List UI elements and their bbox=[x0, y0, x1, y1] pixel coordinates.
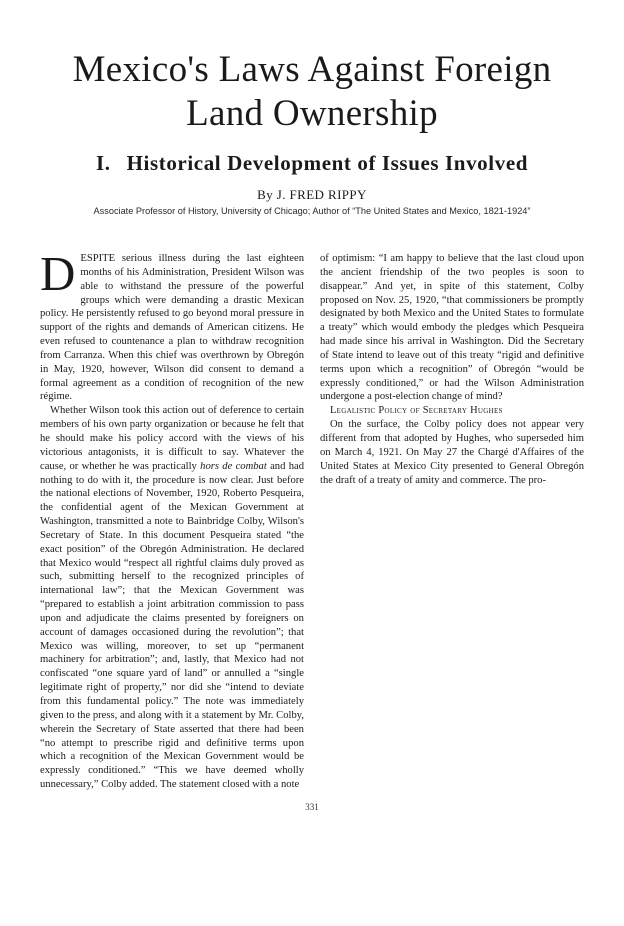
section-number: I. bbox=[95, 151, 111, 175]
paragraph-2-text-b: and had nothing to do with it, the procedure is now clear. Just before the national elections of November, 1920, Roberto Pesqueira, the confidential agent of the Mexican Government at Washington, transmitted a note to Bainbridge Colby, Wilson's Secretary of State. In this document Pesqueira stated “the exact position” of the Obregón Administration. He declared that Mexico would “respect all rightful claims duly proved as such, submitting herself to the recognized principles of international law”; that the Mexican Government was “prepared to establish a joint arbitration commission to pass upon and adjudicate the claims presented by foreigners on account of damages occasioned during the revolution”; that Mexico was willing, moreover, to set up “permanent machinery for arbitration”; and, lastly, that Mexico had not confiscated “one square yard of land” or annulled a “single legitimate right of property,” nor did she “intend to deviate from this fundamental policy.” The note was immediately given to the press, and along with it a statement by Mr. Colby, wherein the Secretary of State asserted that there had been “no attempt to prescribe rigid and definitive terms upon which a recognition of the Mexican Government would be expressly conditioned.” “This we have deemed wholly unnecessary,” Colby added. The statement closed with a note bbox=[40, 460, 305, 791]
section-heading: Legalistic Policy of Secretary Hughes bbox=[330, 405, 503, 417]
paragraph-1 bbox=[40, 246, 304, 404]
body-column-right bbox=[320, 252, 584, 487]
author-byline: By J. FRED RIPPY bbox=[257, 187, 367, 202]
paragraph-2-continued: of optimism: “I am happy to believe that the last cloud upon the ancient friendship of the two peoples is soon to disappear.” And yet, in spite of this statement, Colby proposed on Nov. 25, 1920, “that commissioners be promptly designated by both Mexico and the United States to formulate a treaty” which would embody the pledges which Pesqueira had made since his arrival in Washington. Did the Secretary of State intend to leave out of this treaty “rigid and definitive terms upon which a recognition” of Obregón “would be expressly conditioned,” or had the Wilson Administration undergone a post-election change of mind? bbox=[320, 253, 585, 403]
author-affiliation: Associate Professor of History, University of Chicago; Author of “The United States and Mexico, 1821-1924” bbox=[93, 206, 531, 216]
italic-phrase: hors de combat bbox=[200, 460, 267, 472]
paragraph-2 bbox=[40, 404, 304, 792]
body-column-left bbox=[40, 246, 305, 792]
article-title: Mexico's Laws Against Foreign Land Ownership bbox=[72, 49, 552, 134]
section-title: Historical Development of Issues Involved bbox=[126, 151, 529, 175]
paragraph-2-text-a: Whether Wilson took this action out of deference to certain members of his own party organization or because he felt that he should make his policy accord with the views of his victorious antagonists, it is difficult to say. Whatever the cause, or whether he was practically bbox=[40, 405, 304, 472]
page-number: 331 bbox=[305, 802, 319, 812]
drop-cap: D bbox=[40, 246, 76, 301]
body-text-flow bbox=[40, 246, 305, 792]
paragraph-1-text: ESPITE serious illness during the last eighteen months of his Administration, President Wilson was able to withstand the pressure of the powerful groups which were demanding a drastic Mexican policy. He persistently refused to go beyond moral pressure in support of the rights and demands of American citizens. He even refused to countenance a plan to withdraw recognition from Carranza. When this chief was overthrown by Obregón in May, 1920, however, Wilson did consent to demand a formal agreement as a condition of recognition of the new régime. bbox=[40, 253, 304, 403]
section-subtitle bbox=[30, 150, 594, 176]
paragraph-3: On the surface, the Colby policy does not appear very different from that adopted by Hughes, who superseded him on March 4, 1921. On May 27 the Chargé d'Affaires of the United States at Mexico City presented to General Obregón the draft of a treaty of amity and commerce. The pro- bbox=[320, 419, 584, 486]
